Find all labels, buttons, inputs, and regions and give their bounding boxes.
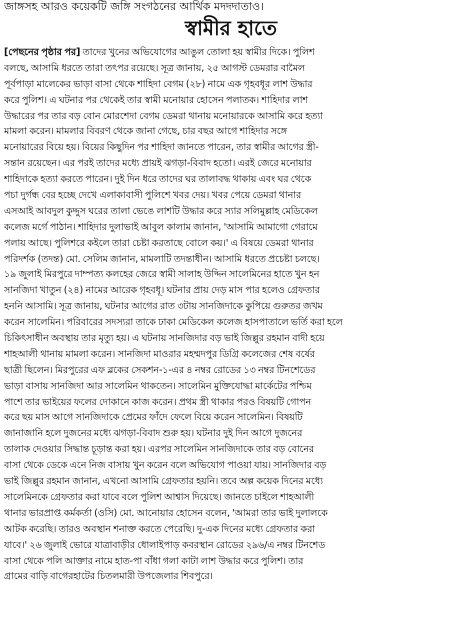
article-line [4, 124, 458, 140]
article-line [4, 172, 458, 188]
continuation-label: [পেছনের পৃষ্ঠার পর] [4, 47, 81, 58]
article-line-text: পূর্বপাড়া মালেকের ভাড়া বাসা থেকে শাহিদা বেগম (২৮) নামে এক গৃহবধূর লাশ উদ্ধার [4, 78, 313, 90]
article-line-text: থানার ভারপ্রাপ্ত কর্মকর্তা (ওসি) মো. আনোয়ার হোসেন বলেন, 'আমরা তার ভাই দুলালকে [4, 507, 328, 519]
article-line-text: তাদের খুনের অভিযোগের আঙুল তোলা হয় স্বামীর দিকে। পুলিশ [82, 47, 315, 58]
article-line [4, 569, 458, 585]
article-line [4, 442, 458, 458]
article-body [4, 45, 458, 585]
article-line [4, 379, 458, 395]
article-line-text: পরিদর্শক (তদন্ত) মো. সেলিম জানান, মামলাটি তদন্তাধীন। আসামি ধরতে প্রচেষ্টা চলছে। [4, 253, 320, 265]
article-line-text: আটক করেছি। তারও অবস্থান শনাক্ত করতে পেরেছি। দু-এক দিনের মধ্যে গ্রেফতার করা [4, 523, 316, 535]
article-line [4, 299, 458, 315]
article-line [4, 109, 458, 125]
article-line [4, 410, 458, 426]
article-line-text: ভাই জিল্লুর রহমান জানান, এখনো আসামি গ্রেফতার হয়নি। তবে অল্প কয়েক দিনের মধ্যে [4, 476, 323, 488]
article-line-text: মনোয়ারের বিয়ে হয়। বিয়ের কিছুদিন পর শাহিদা জানতে পারেন, তার স্বামীর আগের স্ত্রী- [4, 142, 319, 154]
article-line [4, 554, 458, 570]
article-line [4, 220, 458, 236]
article-line-text: উদ্ধারের পর তার বড় বোন মোরশেদা বেগম ডেমরা থানায় মনোয়ারকে আসামি করে হত্যা [4, 110, 323, 122]
article-line [4, 77, 458, 93]
article-line-text: হননি আসামি। সূত্র জানায়, ঘটনার আগের রাত ৩টায় সানজিদাকে কুপিয়ে গুরুতর জখম [4, 301, 323, 313]
article-line [4, 252, 458, 268]
article-line [4, 474, 458, 490]
article-headline: স্বামীর হাতে [184, 16, 278, 40]
article-line [4, 188, 458, 204]
article-line [4, 156, 458, 172]
article-line-text: সন্তান রয়েছেন। এর পরই তাদের মধ্যে প্রায়ই ঝগড়া-বিবাদ হতো। এরই জেরে মনোয়ার [4, 158, 312, 170]
article-line [4, 315, 458, 331]
article-line-text: এসআই আবদুল কুদ্দুস ঘরের তালা ভেঙে লাশটি উদ্ধার করে স্যার সলিমুল্লাহ মেডিকেল [4, 205, 318, 217]
article-line-text: জানাজানি হলে দুজনের মধ্যে ঝগড়া-বিবাদ শুরু হয়। ঘটনার দুই দিন আগে দুজনের [4, 428, 303, 440]
article-line [4, 426, 458, 442]
article-line [4, 236, 458, 252]
article-line-text: পাশে তার ভাইয়ের ফলের দোকানে কাজ করেন। প্রথম স্ত্রী থাকার পরও বিষয়টি গোপন [4, 396, 312, 408]
article-line [4, 140, 458, 156]
article-line-text: যাবে।' ২৬ জুলাই ভোরে যাত্রাবাড়ীর ধোলাইপাড় কবরস্থান রোডের ২৯৬/এ নম্বর টিনশেড [4, 539, 326, 551]
article-line [4, 395, 458, 411]
article-line-text: করেন সালেমিন। পরিবারের সদস্যরা তাকে ঢাকা মেডিকেল কলেজ হাসপাতালে ভর্তি করা হলে [4, 317, 343, 329]
article-line [4, 45, 458, 61]
article-line-text: করে ছয় মাস আগে সানজিদাকে প্রেমের ফাঁদে ফেলে বিয়ে করেন সালেমিন। বিষয়টি [4, 412, 303, 424]
article-line-text: কলেজ মর্গে পাঠান। শাহিদার দুলাভাই আবুল কালাম জানান, 'আসামি আমাগো গেরামে [4, 221, 318, 233]
article-line-text: বলছে, আসামি ধরতে তারা তৎপর রয়েছে। সূত্র জানায়, ২৫ আগস্ট ডেমরার বামৈল [4, 62, 305, 74]
article-line [4, 93, 458, 109]
article-line-text: বাসা থেকে ডেকে এনে নিজ বাসায় খুন করেন বলে অভিযোগ পাওয়া যায়। সানজিদার বড় [4, 460, 327, 472]
article-line [4, 331, 458, 347]
article-line [4, 347, 458, 363]
article-line [4, 283, 458, 299]
article-line-text: তালাক দেওয়ার সিদ্ধান্ত চূড়ান্ত করা হয়। এরপর সালেমিন সানজিদাকে তার বড় বোনের [4, 444, 315, 456]
article-line [4, 522, 458, 538]
article-line-text: সালেমিনকে গ্রেফতার করা যাবে বলে পুলিশ আশ্বাস দিয়েছে। জানতে চাইলে শাহআলী [4, 491, 315, 503]
article-line [4, 267, 458, 283]
article-line-text: সানজিদা খাতুন (২৪) নামের আরেক গৃহবধূ। ঘটনার প্রায় দেড় মাস পার হলেও গ্রেফতার [4, 285, 320, 297]
article-line-text: পচা দুর্গন্ধ বের হচ্ছে দেখে এলাকাবাসী পুলিশে খবর দেয়। খবর পেয়ে ডেমরা থানার [4, 190, 302, 202]
article-line [4, 61, 458, 77]
article-line-text: শাহিদাকে হত্যা করতে পারেন। দুই দিন ধরে তাদের ঘর তালাবদ্ধ থাকায় এবং ঘর থেকে [4, 174, 312, 186]
article-line-text: করে পুলিশ। এ ঘটনার পর থেকেই তার স্বামী মনোয়ার হোসেন পলাতক। শাহিদার লাশ [4, 94, 308, 106]
article-line-text: মামলা করেন। মামলার বিবরণ থেকে জানা গেছে, চার বছর আগে শাহিদার সঙ্গে [4, 126, 288, 138]
article-line-text: ১৯ জুলাই মিরপুরে দাম্পত্য কলহের জেরে স্বামী সালাহ উদ্দিন সালেমিনের হাতে খুন হন [4, 269, 320, 281]
article-line-text: ভাড়া বাসায় সানজিদা আর সালেমিন থাকতেন। সালেমিন মুক্তিযোদ্ধা মার্কেটের পশ্চিম [4, 380, 312, 392]
article-line-text: শাহআলী থানায় মামলা করেন। সানজিদা মাওরার মহম্মদপুর ডিগ্রি কলেজের শেষ বর্ষের [4, 348, 315, 360]
article-line-text: পলায় আছে। পুলিশরে কইলে তারা চেষ্টা করতাছে বোলে কয়।' এ বিষয়ে ডেমরা থানার [4, 237, 314, 249]
article-line [4, 506, 458, 522]
article-line [4, 204, 458, 220]
article-line-text: বাসা থেকে পলি আক্তার নামে হাত-পা বাঁধা গলা কাটা লাশ উদ্ধার করে পুলিশ। তার [4, 555, 304, 567]
article-line-text: ছাত্রী ছিলেন। মিরপুরের এফ ব্লকের সেকশন-১-এর ৪ নম্বর রোডের ১৩ নম্বর টিনশেডের [4, 364, 316, 376]
article-line [4, 490, 458, 506]
article-line-text: গ্রামের বাড়ি বাগেরহাটের চিতলমারী উপজেলার শিবপুরে। [4, 571, 213, 583]
article-line [4, 458, 458, 474]
previous-article-tail: জাঙ্গসহ আরও কয়েকটি জঙ্গি সংগঠনের আর্থিক মদদদাতাও। [4, 0, 265, 13]
article-line [4, 538, 458, 554]
article-line-text: চিকিৎসাধীন অবস্থায় তার মৃত্যু হয়। এ ঘটনায় সানজিদার বড় ভাই জিল্লুর রহমান বাদী হয়ে [4, 333, 325, 345]
article-line [4, 363, 458, 379]
